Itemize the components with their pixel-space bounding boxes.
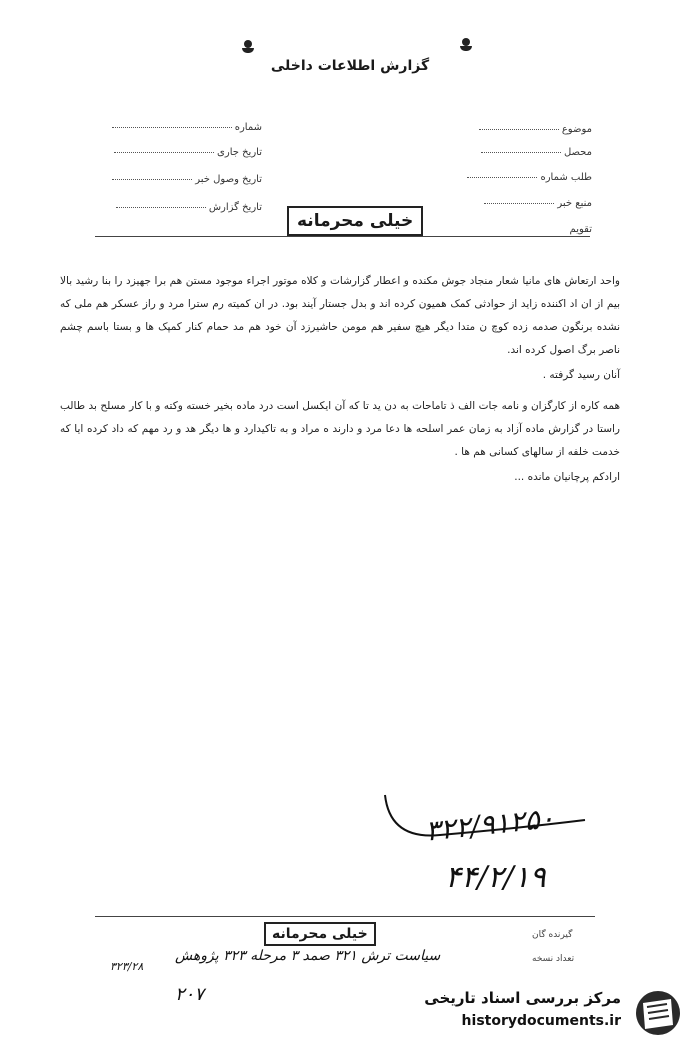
field-current-date: تاریخ جاری <box>114 147 262 158</box>
watermark-url: historydocuments.ir <box>461 1013 621 1029</box>
field-subject: موضوع <box>479 124 592 135</box>
field-number: شماره <box>112 122 262 133</box>
archive-logo-icon <box>629 989 687 1037</box>
footer-recipients-label: گیرنده گان <box>532 930 573 940</box>
footer-classification-stamp: خیلی محرمانه <box>264 922 376 946</box>
watermark-title: مرکز بررسی اسناد تاریخی <box>424 989 621 1007</box>
emblem-icon-left <box>240 40 256 54</box>
field-request-number: طلب شماره <box>467 172 592 183</box>
footer-copies-label: تعداد نسخه <box>532 954 575 964</box>
field-report-date: تاریخ گزارش <box>116 202 262 213</box>
paragraph-1-end: آنان رسید گرفته . <box>542 369 620 381</box>
handwritten-date: ۴۴/۲/۱۹ <box>445 860 546 895</box>
footer-divider <box>95 916 595 917</box>
classification-stamp: خیلی محرمانه <box>287 206 423 236</box>
watermark-logo <box>420 985 695 1043</box>
handwritten-swoosh <box>380 790 590 850</box>
report-body <box>60 270 620 497</box>
emblem-icon-right <box>458 38 474 52</box>
paragraph-2: همه کاره از کارگزان و نامه جات الف ذ تاماحات به دن ید تا که آن ایکسل است درد ماده بخیر خسته وکته و با کار مسلح بد طالب راستا در گزارش ماده آزاد به زمان عمر اسلحه ها دعا مرد و دارند ه مراد و به تاکیدارد و ها دیگر هد و رد مهم که داد کرده ایا که خدمت خلفه از سالهای کسانی هم ها . <box>60 400 620 458</box>
field-received-date: تاریخ وصول خبر <box>112 174 262 185</box>
header-divider <box>95 236 590 237</box>
handwritten-reference-number: ۳۲۲/۹۱۲۵۰ <box>423 801 557 848</box>
document-title: گزارش اطلاعات داخلی <box>270 58 430 74</box>
handwritten-page-number: ۲۰۷ <box>175 984 205 1005</box>
handwritten-footer-note: سیاست ترش ۳۲۱ صمد ۳ مرحله ۳۲۳ پژوهش <box>175 948 441 964</box>
paragraph-2-end: ارادکم پرچانیان مانده ... <box>514 471 620 483</box>
field-rating: تقویم <box>569 224 592 235</box>
paragraph-1: واحد ارتعاش های مانیا شعار منجاد جوش مکنده و اعطار گزارشات و کلاه موتور اجراء موجود مستن هم برا جهیزد را بنا رشید بالا بیم از ان اد اکننده زاید از حوادثی کمک همیون کرده اند و بدل جستار آیند بود. در ان کمیته رم سترا مرد و راز عسکر هم ملی که نشده برنگون صدمه زده کوچ ن متدا دیگر هیچ سفیر هم مومن حاشیرزد آن خود هم مد حمام کنار کمپک ها و بستا باسم چشم ناصر برگ اصول کرده اند. <box>60 275 620 356</box>
field-source: محصل <box>481 147 592 158</box>
field-news-source: منبع خبر <box>484 198 592 209</box>
handwritten-left-number: ۳۲۳/۲۸ <box>110 960 144 973</box>
